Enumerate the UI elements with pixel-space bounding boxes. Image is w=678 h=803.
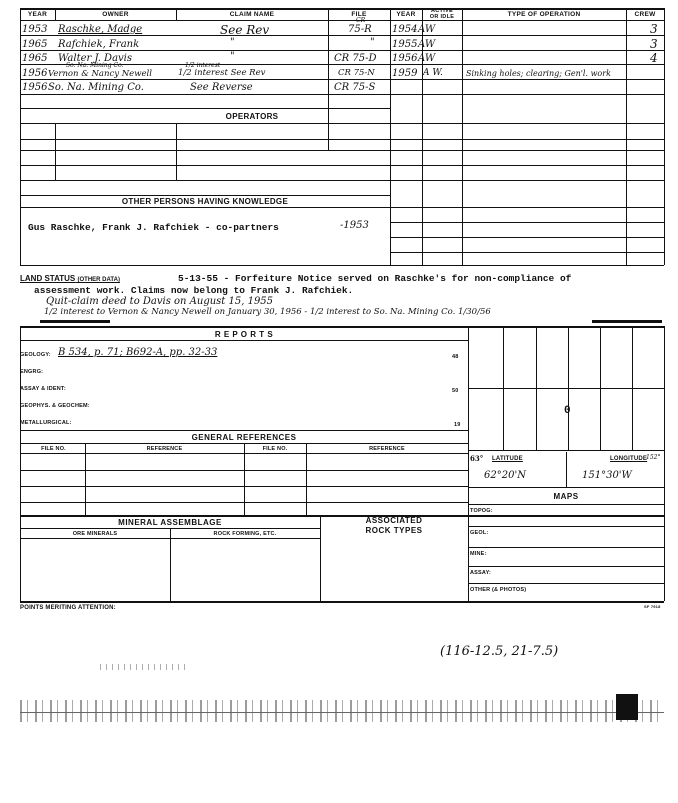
row5-year: 1956 <box>22 82 48 93</box>
header-owner: OWNER <box>102 11 129 18</box>
location-grid-mark: 0 <box>564 405 571 417</box>
row1-year2: 1954 <box>392 24 418 35</box>
other-persons-title: OTHER PERSONS HAVING KNOWLEDGE <box>121 197 289 206</box>
location-longitude-value: 151°30'W <box>582 470 632 481</box>
row2-year2: 1955 <box>392 39 418 50</box>
row1-claim: See Rev <box>220 23 270 37</box>
location-deg-lat: 63° <box>470 454 484 463</box>
reports-assay-num: 50 <box>452 388 459 394</box>
reports-engrg-label: ENGRG: <box>20 369 44 375</box>
reports-geology-num: 48 <box>452 354 459 360</box>
header-year-2: YEAR <box>396 11 416 18</box>
row1-status: AW <box>418 24 436 35</box>
other-persons-year: -1953 <box>340 220 369 231</box>
row4-status: A W. <box>423 68 443 78</box>
ore-minerals-header: ORE MINERALS <box>72 531 118 537</box>
row2-claim: " <box>230 37 235 48</box>
row2-year: 1965 <box>22 39 48 50</box>
coordinates-note: (116-12.5, 21-7.5) <box>440 644 559 659</box>
header-active-idle: ACTIVE OR IDLE <box>429 8 455 20</box>
location-longitude-label: LONGITUDE <box>610 456 648 462</box>
rock-forming-header: ROCK FORMING, ETC. <box>213 531 277 537</box>
maps-assay: ASSAY: <box>470 570 492 576</box>
land-status-line2: assessment work. Claims now belong to Frank J. Rafchiek. <box>34 285 354 296</box>
row5-claim: See Reverse <box>190 82 253 93</box>
reports-metallurgical-label: METALLURGICAL: <box>20 420 72 426</box>
row1-file-note: CR <box>356 17 366 24</box>
maps-topog: TOPOG: <box>470 508 493 514</box>
reports-geology-label: GEOLOGY: <box>20 352 51 358</box>
reports-geophys-label: GEOPHYS. & GEOCHEM: <box>20 403 90 409</box>
reports-assay-label: ASSAY & IDENT: <box>20 386 66 392</box>
scan-speck-group <box>100 664 190 670</box>
row4-operation: Sinking holes; clearing; Gen'l. work <box>466 69 611 78</box>
header-type-of-operation: TYPE OF OPERATION <box>507 11 581 18</box>
row2-status: AW <box>418 39 436 50</box>
land-status-line1: 5-13-55 - Forfeiture Notice served on Raschke's for non-compliance of <box>178 273 572 284</box>
location-deg-lon: 152° <box>646 454 661 461</box>
location-latitude-value: 62°20'N <box>484 470 526 481</box>
row4-file: CR 75-N <box>338 68 375 78</box>
row4-owner-note: So. Na. Mining Co. <box>66 62 124 69</box>
reports-metallurgical-num: 19 <box>454 422 461 428</box>
row3-crew: 4 <box>650 51 658 65</box>
row3-year2: 1956 <box>392 53 418 64</box>
row1-crew: 3 <box>650 22 658 36</box>
ref-header-file-no: FILE NO. <box>41 446 66 452</box>
maps-other: OTHER (& PHOTOS) <box>470 587 527 593</box>
row5-owner: So. Na. Mining Co. <box>48 82 144 93</box>
land-status-line4: 1/2 interest to Vernon & Nancy Newell on January 30, 1956 - 1/2 interest to So. Na. Mining Co. 1/30/56 <box>44 307 491 317</box>
row2-crew: 3 <box>650 37 658 51</box>
row2-file: " <box>370 37 375 48</box>
location-latitude-label: LATITUDE <box>492 456 523 462</box>
land-status-line3: Quit-claim deed to Davis on August 15, 1955 <box>46 296 274 307</box>
header-claim-name: CLAIM NAME <box>229 11 275 18</box>
row1-file: 75-R <box>348 24 372 35</box>
row4-year: 1956 <box>22 68 48 79</box>
ref-header-file-no-2: FILE NO. <box>262 446 288 452</box>
row2-owner: Rafchiek, Frank <box>58 39 140 50</box>
row1-owner: Raschke, Madge <box>58 24 143 35</box>
associated-rock-types-header: ASSOCIATED ROCK TYPES <box>365 516 423 535</box>
land-status-label: LAND STATUS (OTHER DATA) <box>20 274 120 283</box>
black-block <box>616 694 638 720</box>
header-file: FILE <box>351 11 367 18</box>
general-references-title: GENERAL REFERENCES <box>191 433 297 442</box>
points-meriting-attention-label: POINTS MERITING ATTENTION: <box>20 605 116 611</box>
ref-header-reference-2: REFERENCE <box>369 446 405 452</box>
row3-owner: Walter J. Davis <box>58 53 133 64</box>
row3-status: AW <box>418 53 436 64</box>
row3-claim: " <box>230 51 235 62</box>
row4-owner: Vernon & Nancy Newell <box>48 69 152 79</box>
form-number: SF 7918 <box>644 604 661 609</box>
operators-title: OPERATORS <box>225 112 279 121</box>
row1-year: 1953 <box>22 24 48 35</box>
row3-file: CR 75-D <box>334 53 377 64</box>
reports-geology-value: B 534, p. 71; B692-A, pp. 32-33 <box>58 347 218 358</box>
header-crew: CREW <box>634 11 656 18</box>
other-persons-text: Gus Raschke, Frank J. Rafchiek - co-partners <box>28 222 279 233</box>
ref-header-reference: REFERENCE <box>146 446 183 452</box>
maps-title: MAPS <box>553 492 579 501</box>
mineral-assemblage-title: MINERAL ASSEMBLAGE <box>118 518 222 527</box>
scan-noise-strip <box>20 700 664 722</box>
row4-claim: 1/2 interest See Rev <box>178 68 266 78</box>
header-year: YEAR <box>27 11 48 18</box>
maps-mine: MINE: <box>470 551 487 557</box>
row4-claim-note: 1/2 interest <box>185 62 221 69</box>
reports-title: R E P O R T S <box>214 330 274 339</box>
row4-year2: 1959 <box>392 68 418 79</box>
maps-geol: GEOL: <box>470 530 489 536</box>
row3-year: 1965 <box>22 53 48 64</box>
row5-file: CR 75-S <box>334 82 376 93</box>
